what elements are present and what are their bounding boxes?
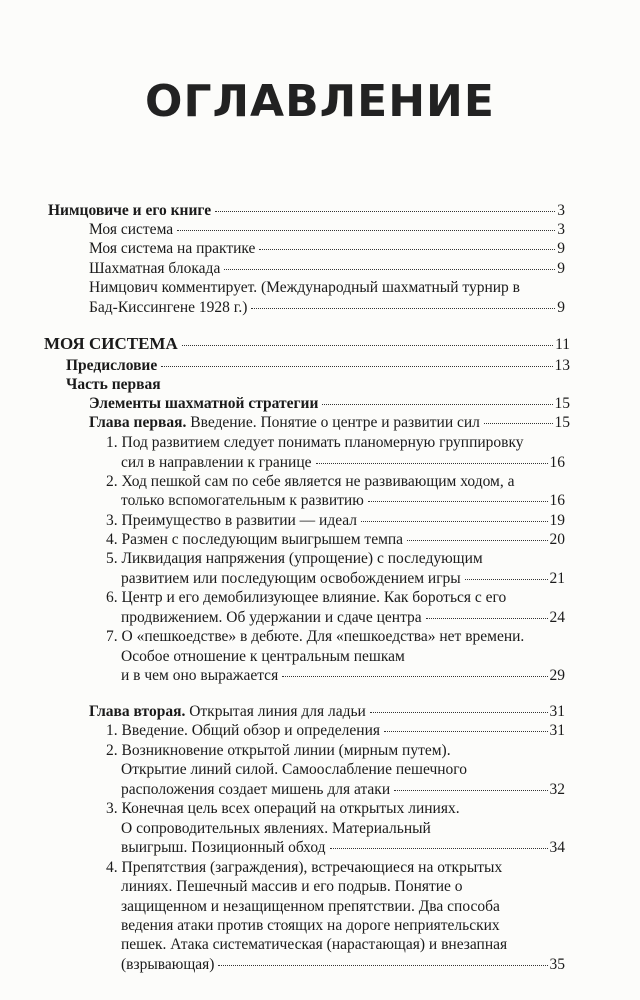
toc-page-number: 19 xyxy=(549,512,565,529)
dot-leader xyxy=(407,540,547,541)
dot-leader xyxy=(330,848,548,849)
page-title: ОГЛАВЛЕНИЕ xyxy=(145,76,495,127)
toc-entry-title: продвижением. Об удержании и сдаче центра xyxy=(121,609,422,626)
toc-page-number: 32 xyxy=(549,781,565,798)
toc-entry xyxy=(121,837,565,859)
toc-page-number: 9 xyxy=(557,260,565,277)
toc-chapter-1 xyxy=(89,412,570,434)
dot-leader xyxy=(426,618,548,619)
toc-entry xyxy=(121,954,565,976)
toc-entry xyxy=(89,238,565,260)
toc-entry-title: Бад-Киссингене 1928 г.) xyxy=(89,299,248,316)
toc-entry-line: 4. Препятствия (заграждения), встречающиеся на открытых xyxy=(106,859,503,876)
toc-part-heading: Часть первая xyxy=(66,376,161,393)
dot-leader xyxy=(384,731,548,732)
dot-leader xyxy=(370,712,548,713)
toc-entry xyxy=(121,490,565,512)
dot-leader xyxy=(177,230,555,231)
toc-page-number: 15 xyxy=(554,414,570,431)
toc-page-number: 31 xyxy=(549,703,565,720)
toc-entry-title: Элементы шахматной стратегии xyxy=(89,395,319,412)
toc-page-number: 9 xyxy=(557,240,565,257)
dot-leader xyxy=(465,579,548,580)
toc-entry xyxy=(106,720,565,742)
toc-page-number: 13 xyxy=(554,357,570,374)
chapter-title: Открытая линия для ладьи xyxy=(189,703,366,720)
toc-page-number: 3 xyxy=(557,202,565,219)
dot-leader xyxy=(259,249,555,250)
toc-entry-line: Особое отношение к центральным пешкам xyxy=(121,648,405,665)
toc-entry-line: защищенном и незащищенном препятствии. Два способа xyxy=(121,898,500,915)
toc-page-number: 16 xyxy=(549,454,565,471)
toc-entry-title: Шахматная блокада xyxy=(89,260,221,277)
toc-page-number: 20 xyxy=(549,531,565,548)
toc-entry-line: пешек. Атака систематическая (нарастающая) и внезапная xyxy=(121,936,508,953)
toc-entry-line: ведения атаки против стоящих на дороге неприятельских xyxy=(121,917,500,934)
toc-entry-title: и в чем оно выражается xyxy=(121,667,279,684)
dot-leader xyxy=(161,366,552,367)
toc-entry-title: 4. Размен с последующим выигрышем темпа xyxy=(106,531,404,548)
dot-leader xyxy=(484,423,553,424)
toc-entry-line: 2. Возникновение открытой линии (мирным путем). xyxy=(106,742,451,759)
toc-entry xyxy=(121,665,565,687)
toc-entry xyxy=(89,297,565,319)
toc-page-number: 31 xyxy=(549,722,565,739)
dot-leader xyxy=(361,521,547,522)
dot-leader xyxy=(322,404,552,405)
toc-entry-line: 6. Центр и его демобилизующее влияние. Как бороться с его xyxy=(106,589,507,606)
dot-leader xyxy=(218,965,547,966)
toc-entry-main xyxy=(44,333,570,356)
toc-entry-title: только вспомогательным к развитию xyxy=(121,492,364,509)
chapter-label: Глава первая. xyxy=(89,414,187,431)
toc-entry-title: сил в направлении к границе xyxy=(121,454,312,471)
toc-page-number: 29 xyxy=(549,667,565,684)
toc-entry-line: 1. Под развитием следует понимать планомерную группировку xyxy=(106,434,524,451)
toc-entry-line: 2. Ход пешкой сам по себе является не развивающим ходом, а xyxy=(106,473,515,490)
toc-entry-line: О сопроводительных явлениях. Материальный xyxy=(121,820,431,837)
toc-entry-line: Открытие линий силой. Самоослабление пешечного xyxy=(121,761,468,778)
toc-entry-title: 1. Введение. Общий обзор и определения xyxy=(106,722,380,739)
toc-page-number: 34 xyxy=(549,839,565,856)
toc-entry-title: Нимцовиче и его книге xyxy=(48,202,212,219)
toc-page-number: 3 xyxy=(557,221,565,238)
toc-entry-line: 7. О «пешкоедстве» в дебюте. Для «пешкоедства» нет времени. xyxy=(106,628,525,645)
dot-leader xyxy=(394,790,547,791)
toc-entry-line: 5. Ликвидация напряжения (упрощение) с последующим xyxy=(106,550,483,567)
toc-entry-line: Нимцович комментирует. (Международный шахматный турнир в xyxy=(89,279,520,296)
dot-leader xyxy=(316,463,548,464)
dot-leader xyxy=(224,269,555,270)
chapter-label: Глава вторая. xyxy=(89,703,186,720)
toc-entry-title: Предисловие xyxy=(66,357,158,374)
toc-entry-title: Моя система на практике xyxy=(89,240,256,257)
dot-leader xyxy=(251,308,555,309)
toc-entry-title: Моя система xyxy=(89,221,174,238)
toc-entry-title: 3. Преимущество в развитии — идеал xyxy=(106,512,358,529)
toc-page-number: 21 xyxy=(549,570,565,587)
dot-leader xyxy=(368,501,548,502)
toc-page-number: 35 xyxy=(549,956,565,973)
toc-entry-title: выигрыш. Позиционный обход xyxy=(121,839,326,856)
toc-page-number: 16 xyxy=(549,492,565,509)
toc-entry-title: МОЯ СИСТЕМА xyxy=(44,334,178,353)
dot-leader xyxy=(182,345,553,346)
toc-entry-title: расположения создает мишень для атаки xyxy=(121,781,391,798)
dot-leader xyxy=(282,676,547,677)
toc-page-number: 9 xyxy=(557,299,565,316)
dot-leader xyxy=(215,211,555,212)
toc-entry-title: развитием или последующим освобождением игры xyxy=(121,570,461,587)
toc-entry-line: 3. Конечная цель всех операций на открытых линиях. xyxy=(106,800,460,817)
toc-page-number: 11 xyxy=(555,336,570,353)
toc-entry-line: линиях. Пешечный массив и его подрыв. Понятие о xyxy=(121,878,463,895)
chapter-title: Введение. Понятие о центре и развитии сил xyxy=(190,414,480,431)
toc-page-number: 15 xyxy=(554,395,570,412)
toc-page-number: 24 xyxy=(549,609,565,626)
toc-entry-title: (взрывающая) xyxy=(121,956,215,973)
